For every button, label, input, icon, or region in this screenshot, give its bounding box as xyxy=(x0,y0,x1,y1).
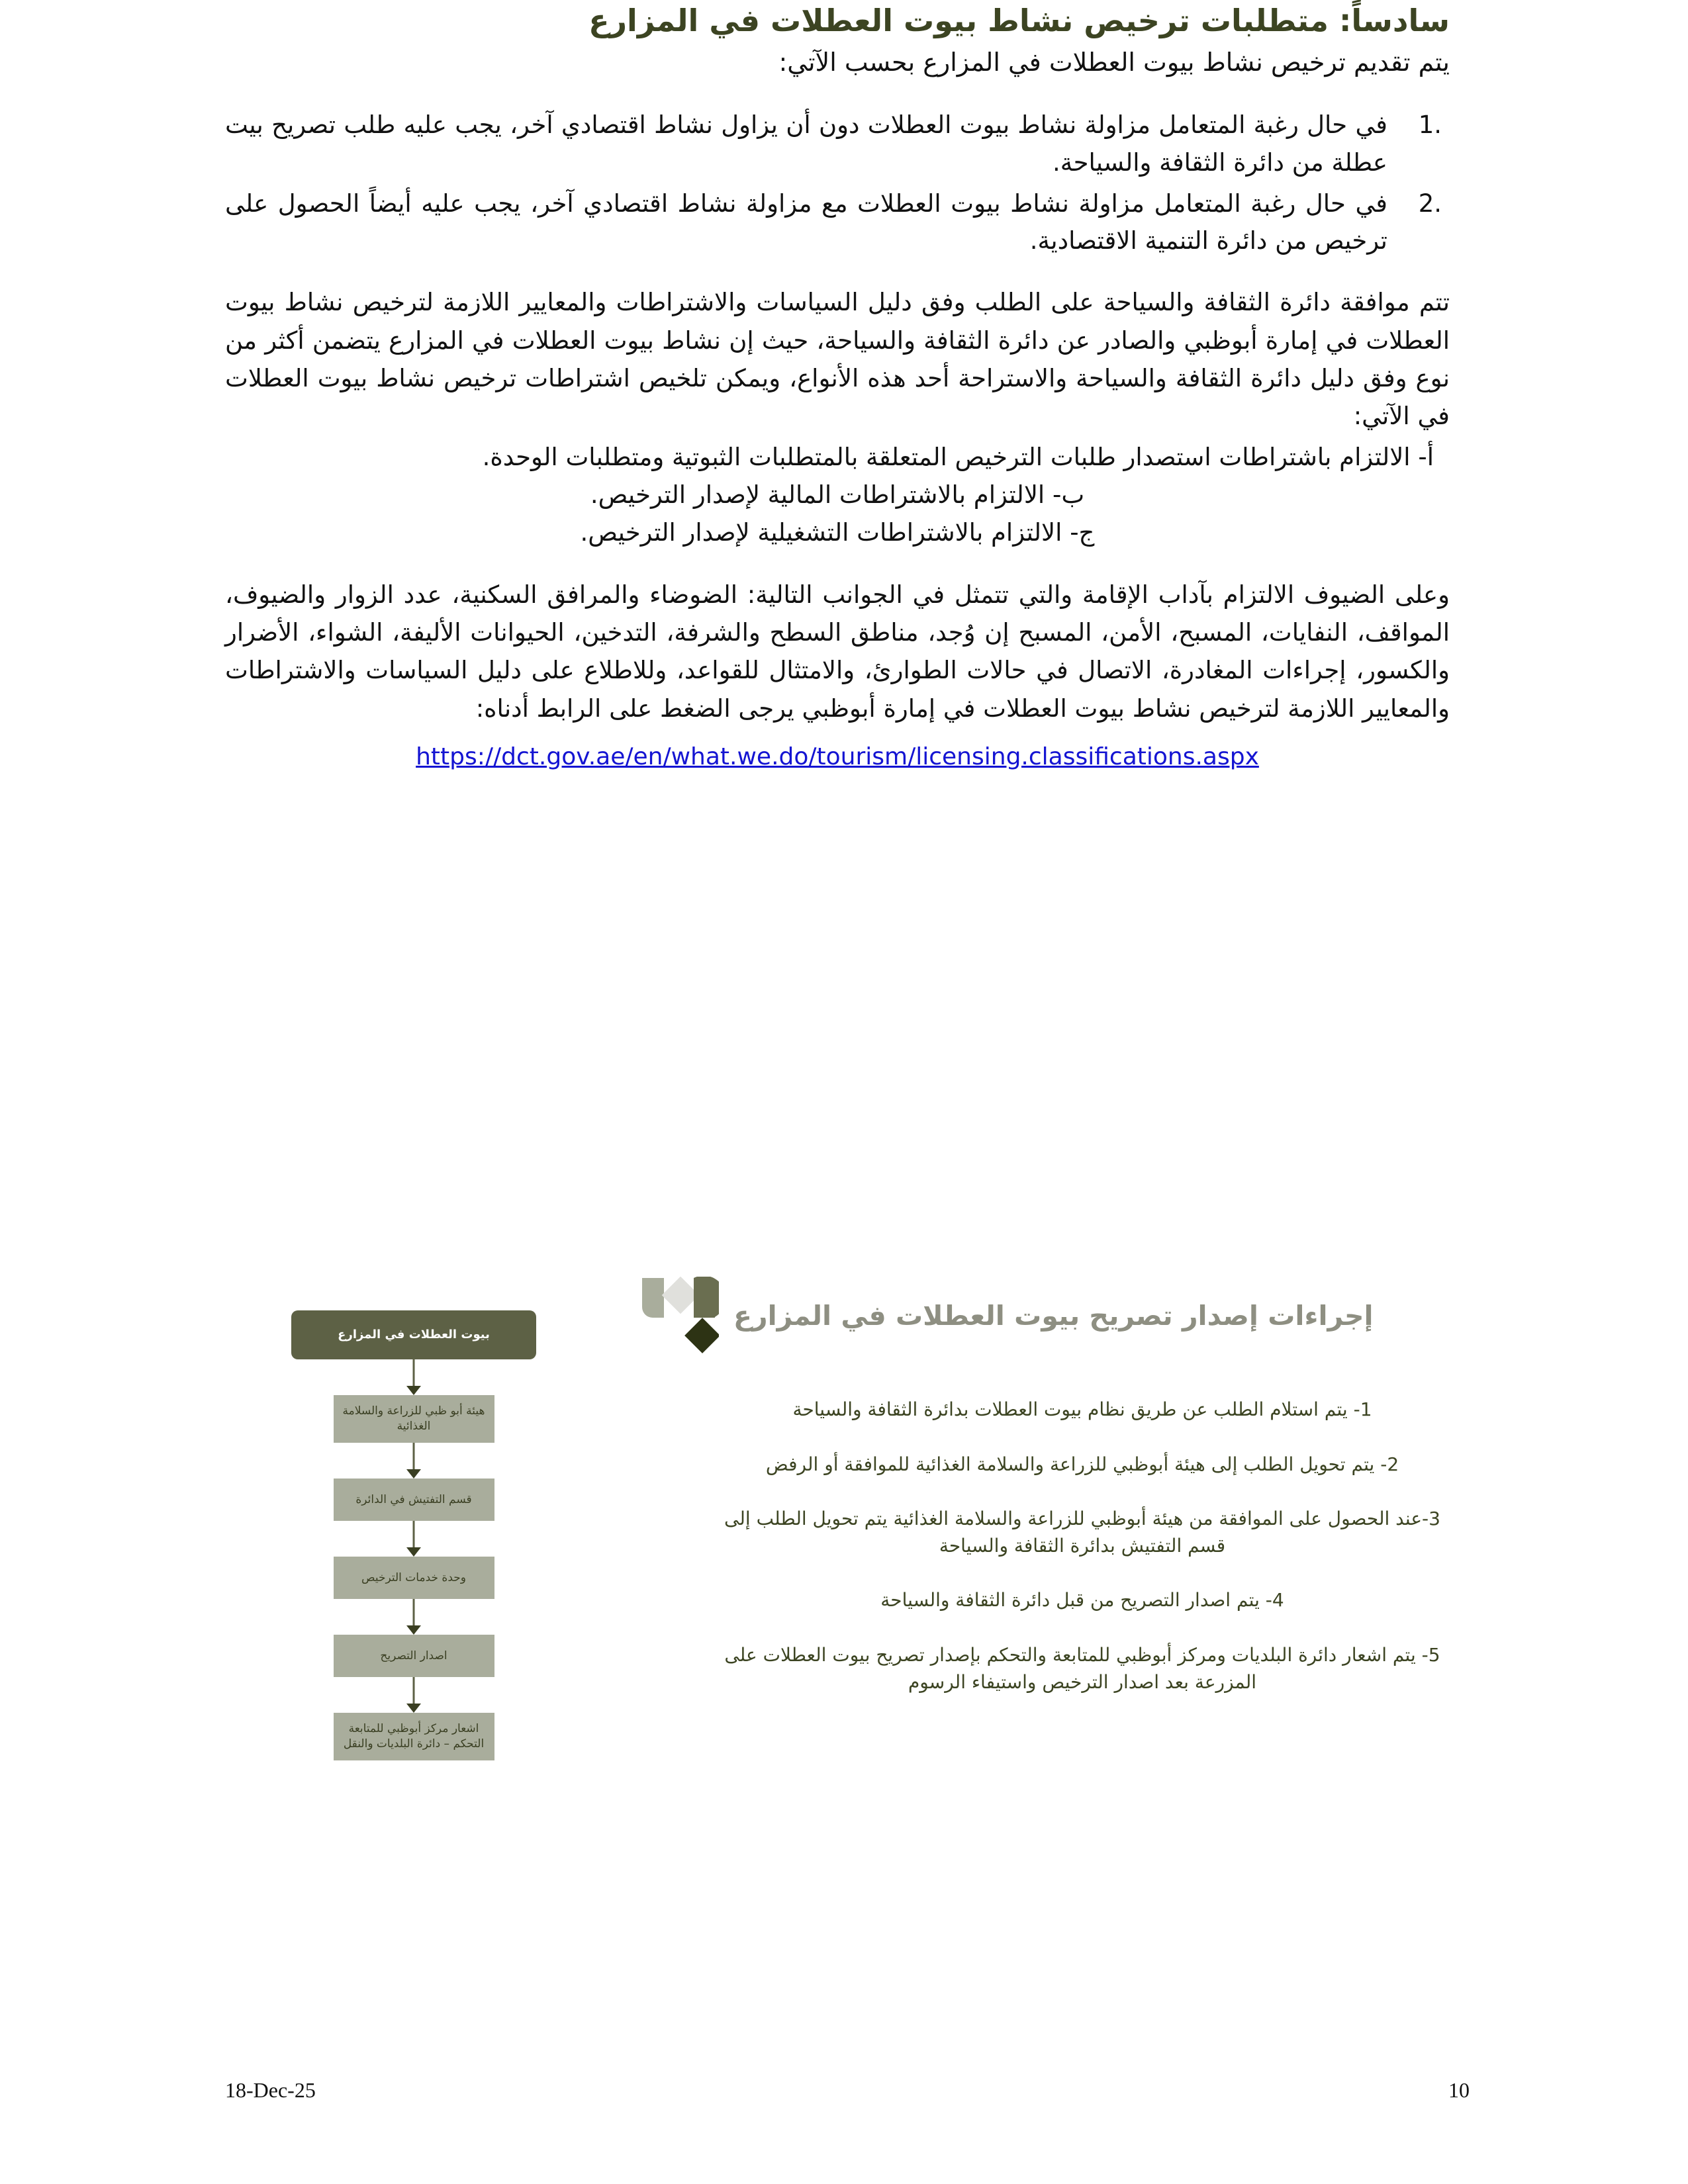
list-item-label: الالتزام بالاشتراطات التشغيلية لإصدار الترخيص. xyxy=(580,518,1062,547)
guest-etiquette-paragraph: وعلى الضيوف الالتزام بآداب الإقامة والتي تتمثل في الجوانب التالية: الضوضاء والمرافق السكنية، عدد الزوار والضيوف، المواقف، النفايات، المسبح، الأمن، المسبح إن وُجد، مناطق السطح والشرفة، التدخين، الحيوانات الأليفة، الشواء، الأضرار والكسور، إجراءات المغادرة، الاتصال في حالات الطوارئ، والامتثال للقواعد، وللاطلاع على دليل السياسات والاشتراطات والمعايير اللازمة لترخيص نشاط بيوت العطلات في إمارة أبوظبي يرجى الضغط على الرابط أدناه: xyxy=(225,580,1450,723)
requirements-numbered-list xyxy=(225,107,1450,259)
footer-date: 18-Dec-25 xyxy=(225,2078,316,2102)
list-item xyxy=(225,476,1450,514)
flow-node-permit-issuance: اصدار التصريح xyxy=(334,1635,494,1677)
list-marker: ج- xyxy=(1070,518,1095,547)
process-steps-list xyxy=(708,1396,1456,1723)
document-content xyxy=(225,0,1450,770)
flow-node-licensing-services: وحدة خدمات الترخيص xyxy=(334,1557,494,1599)
list-item xyxy=(225,438,1450,476)
list-item-label: الالتزام بالاشتراطات المالية لإصدار الترخيص. xyxy=(590,480,1045,509)
flow-connector xyxy=(291,1599,536,1635)
process-diagram xyxy=(225,1277,1470,1939)
page-subtitle: يتم تقديم ترخيص نشاط بيوت العطلات في المزارع بحسب الآتي: xyxy=(778,48,1450,77)
flow-connector xyxy=(291,1359,536,1395)
list-item: في حال رغبة المتعامل مزاولة نشاط بيوت العطلات دون أن يزاول نشاط اقتصادي آخر، يجب عليه طلب تصريح بيت عطلة من دائرة الثقافة والسياحة. xyxy=(225,111,1387,177)
list-item xyxy=(225,514,1450,551)
flow-node-adafsa: هيئة أبو ظبي للزراعة والسلامة الغذائية xyxy=(334,1395,494,1443)
diagram-header xyxy=(642,1277,1470,1353)
flowchart xyxy=(291,1310,536,1760)
flow-connector xyxy=(291,1443,536,1479)
process-step: 1- يتم استلام الطلب عن طريق نظام بيوت العطلات بدائرة الثقافة والسياحة xyxy=(792,1398,1372,1420)
process-step: 5- يتم اشعار دائرة البلديات ومركز أبوظبي للمتابعة والتحكم بإصدار تصريح بيوت العطلات على المزرعة بعد اصدار الترخيص واستيفاء الرسوم xyxy=(724,1643,1440,1693)
dct-policy-link[interactable]: https://dct.gov.ae/en/what.we.do/tourism/licensing.classifications.aspx xyxy=(416,743,1259,770)
link-row xyxy=(225,743,1450,770)
list-marker: أ- xyxy=(1418,442,1434,471)
flow-connector xyxy=(291,1677,536,1713)
conditions-lettered-list xyxy=(225,438,1450,552)
flow-node-notification: اشعار مركز أبوظبي للمتابعة التحكم – دائرة البلديات والنقل xyxy=(334,1713,494,1760)
page-title: سادساً: متطلبات ترخيص نشاط بيوت العطلات في المزارع xyxy=(588,3,1450,38)
approval-paragraph: تتم موافقة دائرة الثقافة والسياحة على الطلب وفق دليل السياسات والاشتراطات والمعايير اللازمة لترخيص نشاط بيوت العطلات في إمارة أبوظبي والصادر عن دائرة الثقافة والسياحة، حيث إن نشاط بيوت العطلات في المزارع يتضمن أكثر من نوع وفق دليل دائرة الثقافة والسياحة والاستراحة أحد هذه الأنواع، ويمكن تلخيص اشتراطات ترخيص نشاط بيوت العطلات في الآتي: xyxy=(225,288,1450,431)
flow-node-inspection: قسم التفتيش في الدائرة xyxy=(334,1479,494,1521)
process-step: 3-عند الحصول على الموافقة من هيئة أبوظبي للزراعة والسلامة الغذائية يتم تحويل الطلب إلى قسم التفتيش بدائرة الثقافة والسياحة xyxy=(724,1508,1440,1557)
page-footer xyxy=(225,2078,1470,2103)
flow-connector xyxy=(291,1521,536,1557)
list-marker: ب- xyxy=(1052,480,1085,509)
process-step: 2- يتم تحويل الطلب إلى هيئة أبوظبي للزراعة والسلامة الغذائية للموافقة أو الرفض xyxy=(765,1453,1399,1475)
brand-logo-icon xyxy=(642,1277,719,1355)
list-item-label: الالتزام باشتراطات استصدار طلبات الترخيص المتعلقة بالمتطلبات الثبوتية ومتطلبات الوحدة. xyxy=(482,442,1411,471)
diagram-title: إجراءات إصدار تصريح بيوت العطلات في المزارع xyxy=(733,1299,1374,1332)
process-step: 4- يتم اصدار التصريح من قبل دائرة الثقافة والسياحة xyxy=(880,1589,1284,1612)
list-item: في حال رغبة المتعامل مزاولة نشاط بيوت العطلات مع مزاولة نشاط اقتصادي آخر، يجب عليه أيضاً الحصول على ترخيص من دائرة التنمية الاقتصادية. xyxy=(225,189,1387,255)
footer-page-number: 10 xyxy=(1448,2078,1470,2102)
flow-node-root: بيوت العطلات في المزارع xyxy=(291,1310,536,1359)
